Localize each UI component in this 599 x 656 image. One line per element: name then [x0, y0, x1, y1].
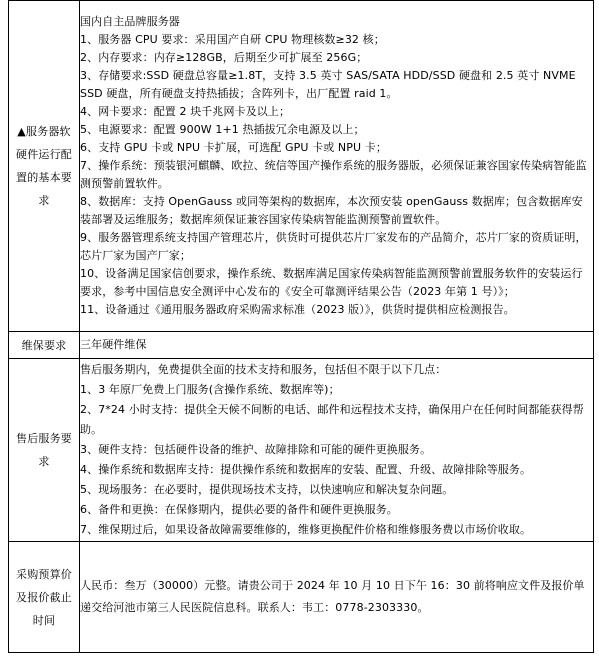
hardware-line: 10、设备满足国家信创要求，操作系统、数据库满足国家传染病智能监测预警前置服务软件的安装运行要求，参考中国信息安全测评中心发布的《安全可靠测评结果公告（2023 年第 1 号）》； [80, 267, 583, 298]
after-sales-line: 7、维保期过后，如果设备故障需要维修的，维修更换配件价格和维修服务费以市场价收取。 [80, 523, 532, 536]
maintenance-line: 三年硬件维保 [80, 338, 147, 351]
budget-label-line: 采购预算价 [16, 567, 72, 581]
hardware-line: 4、网卡要求：配置 2 块千兆网卡及以上； [80, 105, 291, 118]
maintenance-label-cell [9, 332, 80, 359]
hardware-line: 3、存储要求:SSD 硬盘总容量≥1.8T，支持 3.5 英寸 SAS/SATA HDD/SSD 硬盘和 2.5 英寸 NVME SSD 硬盘，所有硬盘支持热插拔；含阵列卡，出厂配置 raid 1。 [80, 69, 576, 100]
budget-label-cell [9, 542, 80, 653]
hardware-label-line: 求 [38, 194, 50, 207]
requirements-table [8, 0, 594, 653]
hardware-line: 5、电源要求：配置 900W 1+1 热插拔冗余电源及以上； [80, 123, 365, 136]
after-sales-content-cell [80, 359, 594, 542]
hardware-line: 7、操作系统：预装银河麒麟、欧拉、统信等国产操作系统的服务器版，必须保证兼容国家传染病智能监测预警前置软件。 [80, 159, 587, 190]
after-sales-label-cell [9, 359, 80, 542]
hardware-line: 9、服务器管理系统支持国产管理芯片，供货时可提供芯片厂家发布的产品简介，芯片厂家的资质证明，芯片厂家为国产厂家； [80, 231, 587, 262]
hardware-line: 11、设备通过《通用服务器政府采购需求标准（2023 版）》，供货时提供相应检测报告。 [80, 303, 515, 316]
after-sales-line: 2、7*24 小时支持：提供全天候不间断的电话、邮件和远程技术支持，确保用户在任何时间都能获得帮助。 [80, 403, 584, 436]
hardware-line: 1、服务器 CPU 要求：采用国产自研 CPU 物理核数≥32 核； [80, 33, 385, 46]
hardware-content-cell [80, 1, 594, 332]
after-sales-line: 4、操作系统和数据库支持：提供操作系统和数据库的安装、配置、升级、故障排除等服务。 [80, 463, 532, 476]
after-sales-line: 3、硬件支持：包括硬件设备的维护、故障排除和可能的硬件更换服务。 [80, 443, 432, 456]
after-sales-label-line: 售后服务要 [16, 432, 72, 445]
after-sales-line: 6、备件和更换：在保修期内，提供必要的备件和硬件更换服务。 [80, 503, 398, 516]
hardware-line: 8、数据库：支持 OpenGauss 或同等架构的数据库，本次预安装 openGauss 数据库；包含数据库安装部署及运维服务；数据库须保证兼容国家传染病智能监测预警前置软件。 [80, 195, 583, 226]
hardware-label-line: ▲服务器软 [17, 125, 71, 138]
maintenance-content-cell [80, 332, 594, 359]
budget-content-cell [80, 542, 594, 653]
after-sales-line: 售后服务期内，免费提供全面的技术支持和服务，包括但不限于以下几点： [80, 363, 447, 376]
table-row-hardware [9, 1, 594, 332]
budget-label-line: 时间 [32, 613, 56, 627]
after-sales-line: 1、3 年原厂免费上门服务(含操作系统、数据库等)； [80, 383, 340, 396]
budget-line: 人民币：叁万（30000）元整。请贵公司于 2024 年 10 月 10 日下午 16：30 前将响应文件及报价单递交给河池市第三人民医院信息科。联系人：韦工：0778-2303330。 [80, 579, 585, 614]
hardware-line: 2、内存要求：内存≥128GB，后期至少可扩展至 256G； [80, 51, 368, 64]
hardware-line: 国内自主品牌服务器 [80, 15, 180, 28]
table-row-maintenance [9, 332, 594, 359]
budget-label-line: 及报价截止 [16, 590, 72, 604]
hardware-label-line: 硬件运行配 [16, 148, 72, 161]
hardware-line: 6、支持 GPU 卡或 NPU 卡扩展，可选配 GPU 卡或 NPU 卡； [80, 141, 387, 154]
maintenance-label-line: 维保要求 [21, 338, 67, 352]
after-sales-label-line: 求 [38, 455, 50, 468]
hardware-label-line: 置的基本要 [16, 171, 72, 184]
after-sales-line: 5、现场服务：在必要时，提供现场技术支持，以快速响应和解决复杂问题。 [80, 483, 454, 496]
table-row-after-sales [9, 359, 594, 542]
table-row-budget [9, 542, 594, 653]
hardware-label-cell [9, 1, 80, 332]
